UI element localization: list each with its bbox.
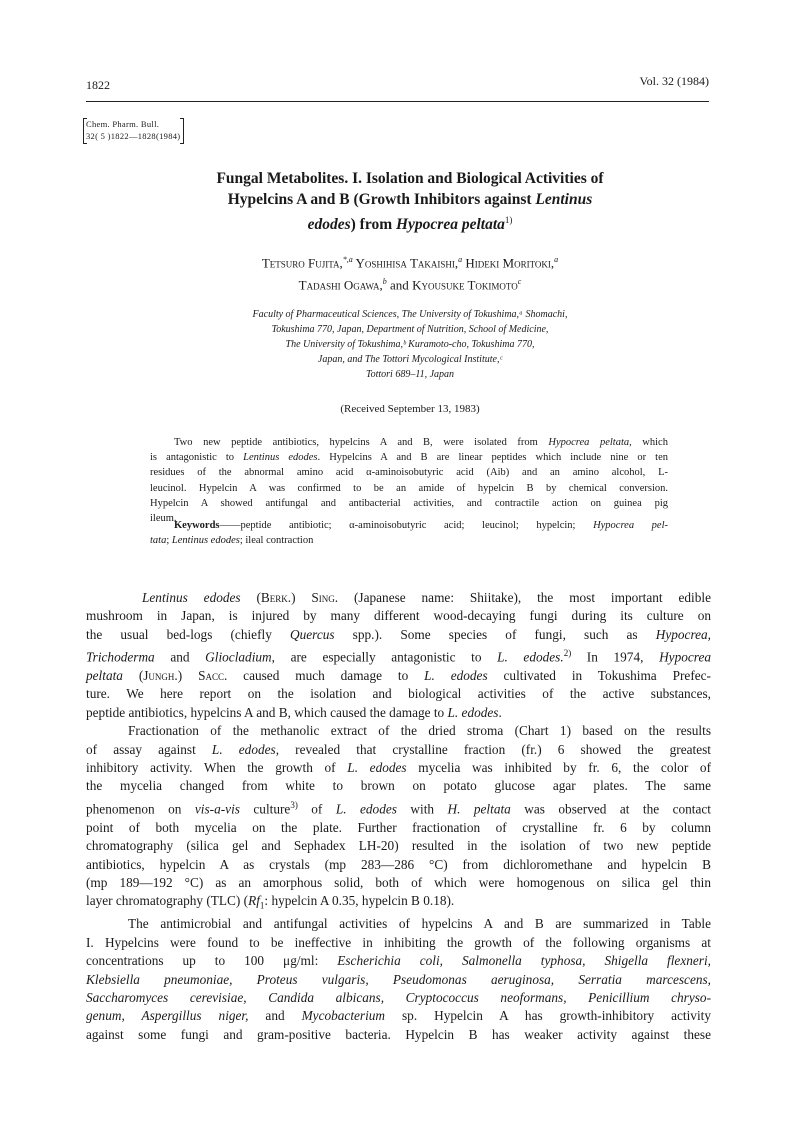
page-number: 1822 xyxy=(86,78,110,92)
affiliation-line: Japan, and The Tottori Mycological Institute,ᶜ xyxy=(317,354,503,365)
keywords-line: Keywords——peptide antibiotic; α-aminoisobutyric acid; leucinol; hypelcin; Hypocrea pel- xyxy=(174,520,668,531)
citation-bracket-left xyxy=(83,118,87,144)
affiliations xyxy=(150,307,670,382)
body-line: Trichoderma and Gliocladium, are especially antagonistic to L. edodes.$^{2)}$ In 1974, Hypocrea xyxy=(86,648,711,665)
authors-line-1: Tetsuro Fujita,$^{*,a}$ Yoshihisa Takaishi,$^a$ Hideki Moritoki,$^a$ xyxy=(261,255,559,271)
header-rule xyxy=(86,101,709,102)
body-line: ture. We here report on the isolation and biological activities of the active substances, xyxy=(86,686,711,702)
body-line: phenomenon on vis-a-vis culture$^{3)}$ of L. edodes with H. peltata was observed at the contact xyxy=(86,799,711,817)
affiliation-line: Tottori 689–11, Japan xyxy=(365,369,455,380)
affiliation-line: Tokushima 770, Japan, Department of Nutrition, School of Medicine, xyxy=(271,324,549,335)
body-line: inhibitory activity. When the growth of L. edodes mycelia was inhibited by fr. 6, the color of xyxy=(86,760,711,776)
affiliation-line: Faculty of Pharmaceutical Sciences, The University of Tokushima,ᵃ Shomachi, xyxy=(252,309,568,320)
body-line: Lentinus edodes (Berk.) Sing. (Japanese name: Shiitake), the most important edible xyxy=(142,590,711,605)
body-text xyxy=(86,589,711,1044)
abstract-line: ileum. xyxy=(150,513,177,525)
citation-bracket-right xyxy=(180,118,184,144)
keywords-label: Keywords xyxy=(174,520,220,531)
author-list xyxy=(120,250,700,295)
abstract-line: residues of the abnormal amino acid α-aminoisobutyric acid (Aib) and an amino alcohol, L- xyxy=(150,467,668,479)
keywords xyxy=(150,518,668,548)
body-line: concentrations up to 100 μg/ml: Escherichia coli, Salmonella typhosa, Shigella flexneri, xyxy=(86,953,711,969)
abstract xyxy=(150,435,668,526)
title-line-3: edodes) from Hypocrea peltata$^{1)}$ xyxy=(307,215,513,234)
body-line: genum, Aspergillus niger, and Mycobacterium sp. Hypelcin A has growth-inhibitory activity xyxy=(86,1008,711,1024)
body-line: I. Hypelcins were found to be ineffective in inhibiting the growth of the following organisms at xyxy=(86,934,711,950)
abstract-line: is antagonistic to Lentinus edodes. Hypelcins A and B are linear peptides which include nine or ten xyxy=(150,452,669,464)
body-line: the mycelia changed from white to brown on potato glucose agar plates. The same xyxy=(86,778,711,794)
abstract-line: leucinol. Hypelcin A was confirmed to be an amide of hypelcin B by chemical conversion. xyxy=(150,482,668,494)
received-date: (Received September 13, 1983) xyxy=(340,403,480,415)
body-line: Klebsiella pneumoniae, Proteus vulgaris, Pseudomonas aeruginosa, Serratia marcescens, xyxy=(86,971,711,987)
body-line: layer chromatography (TLC) ($Rf_1$: hypelcin A 0.35, hypelcin B 0.18). xyxy=(86,893,455,911)
body-line: point of both mycelia on the plate. Further fractionation of crystalline fr. 6 by column xyxy=(86,819,711,835)
authors-line-2: Tadashi Ogawa,$^b$ and Kyousuke Tokimoto$^c$ xyxy=(298,277,522,293)
body-line: Fractionation of the methanolic extract of the dried stroma (Chart 1) based on the results xyxy=(128,723,711,739)
affiliation-line: The University of Tokushima,ᵇ Kuramoto-cho, Tokushima 770, xyxy=(285,339,535,350)
citation-journal: Chem. Pharm. Bull. xyxy=(86,119,160,129)
body-line: peptide antibiotics, hypelcins A and B, which caused the damage to L. edodes. xyxy=(86,704,502,720)
citation-issue: 32( 5 )1822—1828(1984) xyxy=(86,131,181,141)
body-line: mushroom in Japan, is injured by many different wood-decaying fungi during its culture on xyxy=(86,608,711,624)
keywords-line: tata; Lentinus edodes; ileal contraction xyxy=(150,535,314,547)
body-line: (mp 189—192 °C) as an amorphous solid, both of which were homogenous on silica gel thin xyxy=(86,874,711,890)
body-line: The antimicrobial and antifungal activities of hypelcins A and B are summarized in Table xyxy=(128,916,711,932)
body-line: chromatography (silica gel and Sephadex LH-20) resulted in the isolation of two new peptide xyxy=(86,838,711,854)
body-line: peltata (Jungh.) Sacc. caused much damage to L. edodes cultivated in Tokushima Prefec- xyxy=(86,668,711,684)
body-line: against some fungi and gram-positive bacteria. Hypelcin B has weaker activity against these xyxy=(86,1026,711,1042)
title-line-2: Hypelcins A and B (Growth Inhibitors against Lentinus xyxy=(227,191,593,208)
abstract-line: Hypelcin A showed antifungal and antibacterial activities, and contractile action on guinea pig xyxy=(150,497,668,509)
body-line: the usual bed-logs (chiefly Quercus spp.). Some species of fungi, such as Hypocrea, xyxy=(86,626,712,642)
journal-citation xyxy=(86,118,180,142)
abstract-line: Two new peptide antibiotics, hypelcins A and B, were isolated from Hypocrea peltata, which xyxy=(174,437,668,448)
body-line: of assay against L. edodes, revealed that crystalline fraction (fr.) 6 showed the greatest xyxy=(86,741,712,757)
title-line-1: Fungal Metabolites. I. Isolation and Biological Activities of xyxy=(216,170,604,187)
body-line: Saccharomyces cerevisiae, Candida albicans, Cryptococcus neoformans, Penicillium chryso- xyxy=(86,990,711,1006)
body-line: antibiotics, hypelcin A as crystals (mp 283—286 °C) from dichloromethane and hypelcin B xyxy=(86,856,711,872)
volume-label: Vol. 32 (1984) xyxy=(639,74,709,88)
article-title xyxy=(120,168,700,235)
